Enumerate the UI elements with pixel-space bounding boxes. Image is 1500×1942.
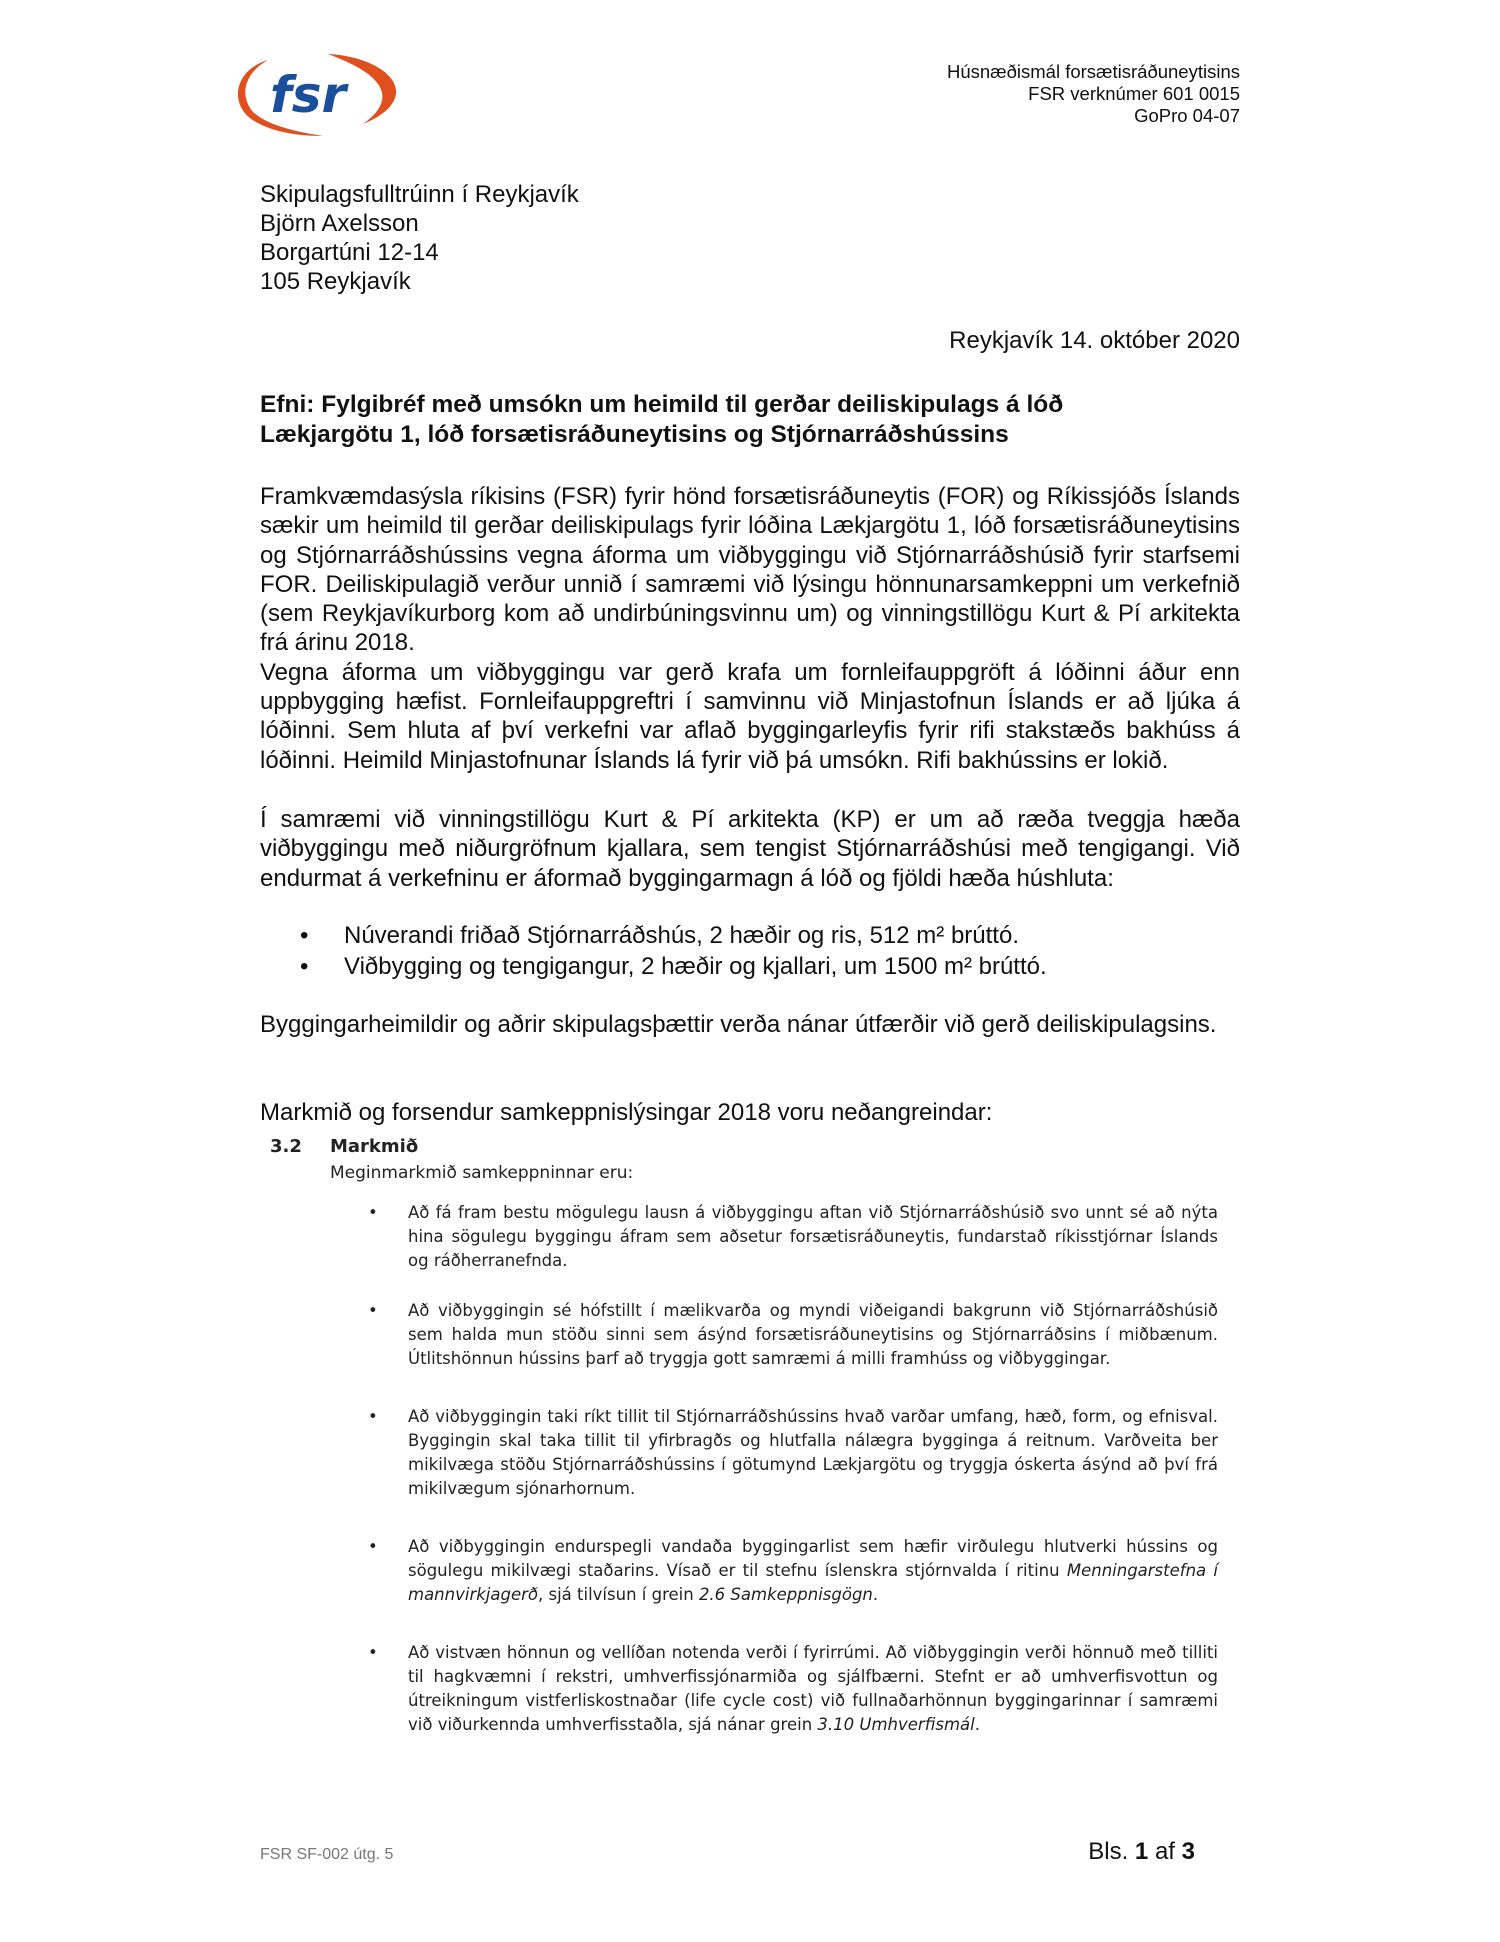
recipient-city: 105 Reykjavík: [260, 268, 411, 295]
document-reference: [947, 61, 1240, 127]
list-item: [270, 1201, 1218, 1273]
section-number: 3.2: [270, 1136, 302, 1157]
list-item-text: .: [974, 1715, 980, 1734]
page-prefix: Bls.: [1088, 1838, 1129, 1865]
competition-excerpt: [270, 1136, 1230, 1763]
page-number: [1088, 1838, 1195, 1866]
bullet-icon: •: [300, 953, 309, 980]
list-item-text: Að viðbyggingin sé hófstillt í mælikvarða og myndi viðeigandi bakgrunn við Stjórnarráðshúsið sem halda mun stöðu sinni sem ásýnd forsætisráðuneytisins og Stjórnarráðsins í miðbænum. Útlitshönnun hússins þarf að tryggja gott samræmi á milli framhúss og viðbyggingar.: [408, 1301, 1218, 1368]
bullet-icon: •: [368, 1407, 378, 1426]
section-reference: 3.10 Umhverfismál: [817, 1715, 975, 1734]
list-item: [270, 1641, 1218, 1737]
section-reference: 2.6 Samkeppnisgögn: [698, 1585, 873, 1604]
body-paragraph-4: Markmið og forsendur samkeppnislýsingar 2018 voru neðangreindar:: [260, 1099, 993, 1126]
body-paragraph-3: Byggingarheimildir og aðrir skipulagsþættir verða nánar útfærðir við gerð deiliskipulagsins.: [260, 1011, 1217, 1038]
body-paragraph-2: Í samræmi við vinningstillögu Kurt & Pí arkitekta (KP) er um að ræða tveggja hæða viðbyggingu með niðurgröfnum kjallara, sem tengist Stjórnarráðshúsi með tengigangi. Við endurmat á verkefninu er áformað byggingarmagn á lóð og fjöldi hæða húshluta:: [260, 806, 1240, 892]
recipient-title: Skipulagsfulltrúinn í Reykjavík: [260, 181, 579, 208]
reference-gopro: GoPro 04-07: [1134, 105, 1240, 126]
page-total: 3: [1181, 1838, 1195, 1865]
list-item: [270, 1535, 1218, 1607]
subject-line-1: Efni: Fylgibréf með umsókn um heimild til gerðar deiliskipulags á lóð: [260, 391, 1064, 418]
list-item: [300, 951, 1047, 982]
page-separator: af: [1154, 1838, 1175, 1865]
recipient-address: [260, 180, 579, 296]
bullet-icon: •: [368, 1537, 378, 1556]
section-title: Markmið: [330, 1136, 419, 1157]
fsr-logo-icon: [228, 52, 402, 140]
list-item-text: Núverandi friðað Stjórnarráðshús, 2 hæðir og ris, 512 m² brúttó.: [344, 922, 1019, 949]
bullet-icon: •: [368, 1301, 378, 1320]
paragraph-text: Framkvæmdasýsla ríkisins (FSR) fyrir hönd forsætisráðuneytis (FOR) og Ríkissjóðs Íslands sækir um heimild til gerðar deiliskipulags fyrir lóðina Lækjargötu 1, lóð forsætisráðuneytisins og Stjórnarráðshússins vegna áforma um viðbyggingu við Stjórnarráðshúsið fyrir starfsemi FOR. Deiliskipulagið verður unnið í samræmi við lýsingu hönnunarsamkeppni um verkefnið (sem Reykjavíkurborg kom að undirbúningsvinnu um) og vinningstillögu Kurt & Pí arkitekta frá árinu 2018.: [260, 483, 1240, 657]
subject-line-2: Lækjargötu 1, lóð forsætisráðuneytisins og Stjórnarráðshússins: [260, 421, 1009, 448]
bullet-icon: •: [300, 922, 309, 949]
bullet-icon: •: [368, 1643, 378, 1662]
recipient-street: Borgartúni 12-14: [260, 239, 439, 266]
list-item-text: Að fá fram bestu mögulegu lausn á viðbyggingu aftan við Stjórnarráðshúsið svo unnt sé að nýta hina sögulegu byggingu áfram sem aðsetur forsætisráðuneytis, fundarstað ríkisstjórnar Íslands og ráðherranefnda.: [408, 1203, 1218, 1270]
list-item: [270, 1405, 1218, 1501]
page-current: 1: [1134, 1838, 1149, 1865]
list-item-text: Viðbygging og tengigangur, 2 hæðir og kjallari, um 1500 m² brúttó.: [344, 953, 1047, 980]
letter-date: Reykjavík 14. október 2020: [949, 327, 1240, 354]
building-area-list: [300, 920, 1047, 982]
list-item: [300, 920, 1047, 951]
publication-title: Menningarstefna í mannvirkjagerð: [408, 1561, 1218, 1604]
subject-heading: [260, 390, 1240, 450]
list-item-text: .: [872, 1585, 879, 1604]
list-item: [270, 1299, 1218, 1371]
list-item-text: Að vistvæn hönnun og vellíðan notenda verði í fyrirrúmi. Að viðbyggingin verði hönnuð með tilliti til hagkvæmni í rekstri, umhverfissjónarmiða og sjálfbærni. Stefnt er að umhverfisvottun og útreikningum vistferliskostnaðar (life cycle cost) við fullnaðarhönnun byggingarinnar í samræmi við viðurkennda umhverfisstaðla, sjá nánar grein: [408, 1643, 1218, 1734]
recipient-name: Björn Axelsson: [260, 210, 419, 237]
form-identifier: FSR SF-002 útg. 5: [260, 1846, 394, 1863]
excerpt-heading: [270, 1136, 1230, 1157]
bullet-icon: •: [368, 1203, 378, 1222]
reference-job-number: FSR verknúmer 601 0015: [1028, 83, 1240, 104]
list-item-text: , sjá tilvísun í grein: [538, 1585, 699, 1604]
list-item-text: Að viðbyggingin taki ríkt tillit til Stjórnarráðshússins hvað varðar umfang, hæð, form, og efnisval. Byggingin skal taka tillit til yfirbragðs og hlutfalla nálægra bygginga á reitnum. Varðveita ber mikilvæga stöðu Stjórnarráðshússins í götumynd Lækjargötu og tryggja óskerta ásýnd að því frá mikilvægum sjónarhornum.: [408, 1407, 1218, 1498]
excerpt-intro: Meginmarkmið samkeppninnar eru:: [330, 1163, 634, 1183]
paragraph-text: Vegna áforma um viðbyggingu var gerð krafa um fornleifauppgröft á lóðinni áður enn uppbygging hæfist. Fornleifauppgreftri í samvinnu við Minjastofnun Íslands er að ljúka á lóðinni. Sem hluta af því verkefni var aflað byggingarleyfis fyrir rifi stakstæðs bakhúss á lóðinni. Heimild Minjastofnunar Íslands lá fyrir við þá umsókn. Rifi bakhússins er lokið.: [260, 658, 1240, 774]
reference-project: Húsnæðismál forsætisráðuneytisins: [946, 61, 1240, 82]
goals-list: [270, 1201, 1230, 1737]
body-paragraph-1: [260, 482, 1240, 775]
fsr-logo: [228, 52, 402, 140]
list-item-text: Að viðbyggingin endurspegli vandaða byggingarlist sem hæfir virðulegu hlutverki hússins og sögulegu mikilvægi staðarins. Vísað er til stefnu íslenskra stjórnvalda í ritinu: [408, 1537, 1218, 1580]
svg-text:fsr: fsr: [270, 66, 347, 124]
